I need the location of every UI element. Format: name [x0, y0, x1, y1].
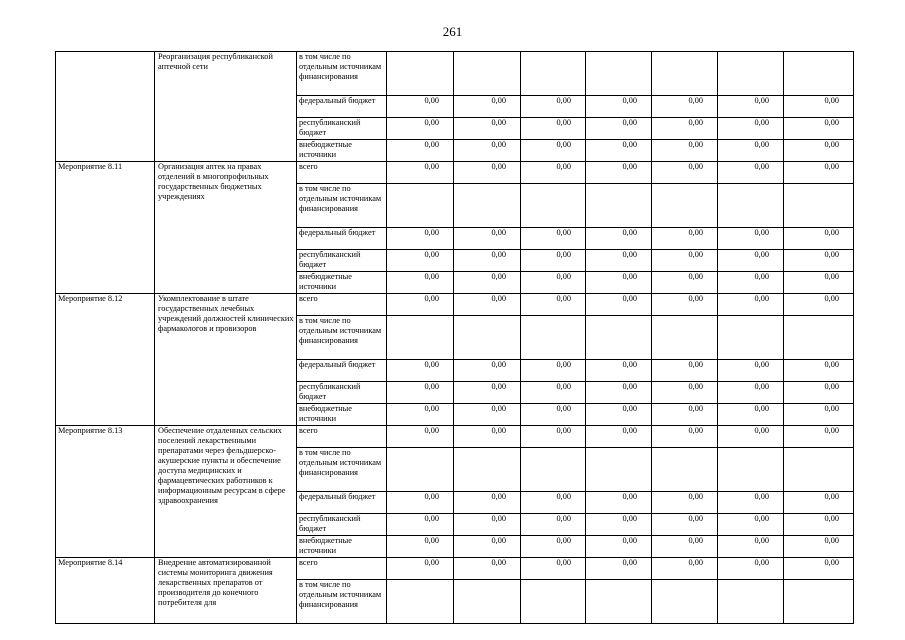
amount-cell: 0,00: [586, 294, 652, 316]
amount-cell: 0,00: [784, 404, 854, 426]
amount-cell: 0,00: [586, 272, 652, 294]
amount-cell: 0,00: [652, 360, 718, 382]
amount-cell: [718, 184, 784, 228]
funding-source-cell: внебюджетные источники: [297, 536, 387, 558]
amount-cell: 0,00: [387, 162, 454, 184]
amount-cell: 0,00: [387, 272, 454, 294]
amount-cell: 0,00: [718, 360, 784, 382]
amount-cell: 0,00: [521, 118, 586, 140]
amount-cell: 0,00: [586, 228, 652, 250]
amount-cell: 0,00: [784, 162, 854, 184]
amount-cell: [586, 448, 652, 492]
amount-cell: 0,00: [387, 360, 454, 382]
amount-cell: 0,00: [586, 360, 652, 382]
amount-cell: [652, 316, 718, 360]
amount-cell: 0,00: [586, 382, 652, 404]
amount-cell: 0,00: [454, 536, 521, 558]
amount-cell: 0,00: [454, 250, 521, 272]
table-row: [56, 558, 854, 580]
amount-cell: 0,00: [521, 492, 586, 514]
amount-cell: 0,00: [784, 360, 854, 382]
amount-cell: [586, 52, 652, 96]
funding-source-cell: всего: [297, 426, 387, 448]
amount-cell: [586, 580, 652, 624]
event-name-cell: Обеспечение отдаленных сельских поселений лекарственными препаратами через фельдшерско-акушерские пункты и обеспечение доступа медицинских и фармацевтических работников к информационным ресурсам в сфере здравоохранения: [155, 426, 297, 558]
amount-cell: 0,00: [454, 294, 521, 316]
amount-cell: [521, 580, 586, 624]
amount-cell: [387, 448, 454, 492]
funding-source-cell: республиканский бюджет: [297, 118, 387, 140]
event-number-cell: Мероприятие 8.11: [56, 162, 155, 294]
amount-cell: 0,00: [718, 426, 784, 448]
amount-cell: 0,00: [784, 250, 854, 272]
amount-cell: [387, 184, 454, 228]
amount-cell: 0,00: [652, 118, 718, 140]
amount-cell: [784, 52, 854, 96]
program-funding-table: [55, 51, 854, 624]
amount-cell: 0,00: [521, 228, 586, 250]
event-number-cell: Мероприятие 8.14: [56, 558, 155, 624]
amount-cell: 0,00: [586, 162, 652, 184]
amount-cell: [718, 448, 784, 492]
amount-cell: [784, 580, 854, 624]
amount-cell: 0,00: [652, 558, 718, 580]
amount-cell: 0,00: [387, 140, 454, 162]
amount-cell: 0,00: [784, 382, 854, 404]
amount-cell: 0,00: [652, 228, 718, 250]
event-name-cell: Внедрение автоматизированной системы мониторинга движения лекарственных препаратов от производителя до конечного потребителя для: [155, 558, 297, 624]
amount-cell: 0,00: [454, 360, 521, 382]
amount-cell: 0,00: [784, 558, 854, 580]
funding-source-cell: федеральный бюджет: [297, 228, 387, 250]
amount-cell: 0,00: [784, 228, 854, 250]
amount-cell: [718, 316, 784, 360]
amount-cell: 0,00: [387, 536, 454, 558]
funding-source-cell: федеральный бюджет: [297, 492, 387, 514]
amount-cell: 0,00: [586, 96, 652, 118]
amount-cell: 0,00: [521, 536, 586, 558]
page-number: 261: [442, 24, 463, 39]
amount-cell: 0,00: [521, 382, 586, 404]
amount-cell: 0,00: [652, 426, 718, 448]
amount-cell: 0,00: [521, 140, 586, 162]
funding-source-cell: в том числе по отдельным источникам финансирования: [297, 184, 387, 228]
funding-source-cell: всего: [297, 294, 387, 316]
amount-cell: 0,00: [718, 162, 784, 184]
amount-cell: 0,00: [652, 514, 718, 536]
amount-cell: 0,00: [521, 404, 586, 426]
amount-cell: [718, 580, 784, 624]
funding-source-cell: республиканский бюджет: [297, 250, 387, 272]
amount-cell: 0,00: [586, 250, 652, 272]
event-number-cell: Мероприятие 8.13: [56, 426, 155, 558]
amount-cell: 0,00: [387, 118, 454, 140]
amount-cell: 0,00: [387, 228, 454, 250]
amount-cell: 0,00: [454, 272, 521, 294]
amount-cell: 0,00: [652, 162, 718, 184]
amount-cell: 0,00: [387, 96, 454, 118]
amount-cell: [652, 52, 718, 96]
amount-cell: 0,00: [784, 492, 854, 514]
funding-source-cell: в том числе по отдельным источникам финансирования: [297, 580, 387, 624]
amount-cell: 0,00: [784, 272, 854, 294]
amount-cell: 0,00: [586, 558, 652, 580]
amount-cell: 0,00: [521, 514, 586, 536]
amount-cell: 0,00: [586, 426, 652, 448]
funding-source-cell: федеральный бюджет: [297, 96, 387, 118]
funding-source-cell: всего: [297, 162, 387, 184]
amount-cell: 0,00: [784, 426, 854, 448]
amount-cell: 0,00: [718, 272, 784, 294]
amount-cell: [652, 184, 718, 228]
amount-cell: 0,00: [521, 294, 586, 316]
funding-source-cell: внебюджетные источники: [297, 140, 387, 162]
amount-cell: 0,00: [586, 118, 652, 140]
amount-cell: [521, 316, 586, 360]
amount-cell: 0,00: [521, 360, 586, 382]
amount-cell: [784, 316, 854, 360]
amount-cell: 0,00: [718, 536, 784, 558]
amount-cell: 0,00: [521, 558, 586, 580]
amount-cell: 0,00: [521, 250, 586, 272]
funding-source-cell: республиканский бюджет: [297, 514, 387, 536]
amount-cell: 0,00: [652, 96, 718, 118]
amount-cell: 0,00: [454, 492, 521, 514]
amount-cell: 0,00: [387, 514, 454, 536]
amount-cell: 0,00: [521, 162, 586, 184]
amount-cell: [586, 184, 652, 228]
amount-cell: 0,00: [521, 272, 586, 294]
amount-cell: [454, 184, 521, 228]
amount-cell: 0,00: [784, 536, 854, 558]
amount-cell: 0,00: [718, 514, 784, 536]
amount-cell: 0,00: [454, 382, 521, 404]
event-number-cell: Мероприятие 8.12: [56, 294, 155, 426]
amount-cell: 0,00: [454, 514, 521, 536]
amount-cell: 0,00: [387, 426, 454, 448]
amount-cell: 0,00: [387, 382, 454, 404]
table-row: [56, 162, 854, 184]
amount-cell: 0,00: [652, 536, 718, 558]
amount-cell: 0,00: [454, 228, 521, 250]
amount-cell: 0,00: [652, 250, 718, 272]
amount-cell: [784, 184, 854, 228]
funding-source-cell: республиканский бюджет: [297, 382, 387, 404]
amount-cell: 0,00: [454, 118, 521, 140]
amount-cell: 0,00: [454, 140, 521, 162]
amount-cell: 0,00: [652, 140, 718, 162]
amount-cell: 0,00: [718, 250, 784, 272]
amount-cell: [454, 316, 521, 360]
amount-cell: 0,00: [652, 492, 718, 514]
amount-cell: 0,00: [718, 118, 784, 140]
event-name-cell: Организация аптек на правах отделений в многопрофильных государственных бюджетных учреждениях: [155, 162, 297, 294]
amount-cell: [387, 580, 454, 624]
amount-cell: 0,00: [784, 118, 854, 140]
event-name-cell: Укомплектование в штате государственных лечебных учреждений должностей клинических фармакологов и провизоров: [155, 294, 297, 426]
amount-cell: 0,00: [387, 404, 454, 426]
amount-cell: 0,00: [784, 514, 854, 536]
amount-cell: 0,00: [652, 272, 718, 294]
amount-cell: 0,00: [718, 294, 784, 316]
funding-source-cell: внебюджетные источники: [297, 404, 387, 426]
funding-source-cell: всего: [297, 558, 387, 580]
event-name-cell: Реорганизация республиканской аптечной сети: [155, 52, 297, 162]
amount-cell: 0,00: [718, 228, 784, 250]
amount-cell: 0,00: [784, 294, 854, 316]
amount-cell: 0,00: [454, 426, 521, 448]
amount-cell: 0,00: [586, 404, 652, 426]
amount-cell: [521, 184, 586, 228]
amount-cell: 0,00: [784, 96, 854, 118]
amount-cell: 0,00: [387, 250, 454, 272]
amount-cell: 0,00: [454, 162, 521, 184]
amount-cell: 0,00: [718, 140, 784, 162]
event-number-cell: [56, 52, 155, 162]
amount-cell: [586, 316, 652, 360]
amount-cell: 0,00: [387, 492, 454, 514]
table-row: [56, 426, 854, 448]
amount-cell: [784, 448, 854, 492]
amount-cell: 0,00: [586, 536, 652, 558]
amount-cell: 0,00: [586, 140, 652, 162]
amount-cell: 0,00: [454, 96, 521, 118]
funding-source-cell: в том числе по отдельным источникам финансирования: [297, 316, 387, 360]
amount-cell: [652, 448, 718, 492]
amount-cell: [454, 52, 521, 96]
amount-cell: 0,00: [521, 426, 586, 448]
amount-cell: 0,00: [586, 514, 652, 536]
amount-cell: [521, 448, 586, 492]
amount-cell: 0,00: [652, 404, 718, 426]
amount-cell: 0,00: [454, 404, 521, 426]
amount-cell: 0,00: [387, 294, 454, 316]
funding-source-cell: в том числе по отдельным источникам финансирования: [297, 52, 387, 96]
amount-cell: 0,00: [718, 558, 784, 580]
amount-cell: 0,00: [454, 558, 521, 580]
amount-cell: 0,00: [521, 96, 586, 118]
funding-source-cell: в том числе по отдельным источникам финансирования: [297, 448, 387, 492]
amount-cell: 0,00: [586, 492, 652, 514]
amount-cell: [387, 316, 454, 360]
table-row: [56, 294, 854, 316]
amount-cell: [521, 52, 586, 96]
amount-cell: [718, 52, 784, 96]
amount-cell: 0,00: [718, 404, 784, 426]
amount-cell: 0,00: [718, 96, 784, 118]
amount-cell: 0,00: [784, 140, 854, 162]
amount-cell: [454, 448, 521, 492]
amount-cell: 0,00: [387, 558, 454, 580]
amount-cell: 0,00: [718, 492, 784, 514]
funding-source-cell: внебюджетные источники: [297, 272, 387, 294]
amount-cell: [454, 580, 521, 624]
amount-cell: [387, 52, 454, 96]
amount-cell: 0,00: [652, 294, 718, 316]
amount-cell: 0,00: [718, 382, 784, 404]
amount-cell: [652, 580, 718, 624]
table-row: [56, 52, 854, 96]
amount-cell: 0,00: [652, 382, 718, 404]
funding-source-cell: федеральный бюджет: [297, 360, 387, 382]
